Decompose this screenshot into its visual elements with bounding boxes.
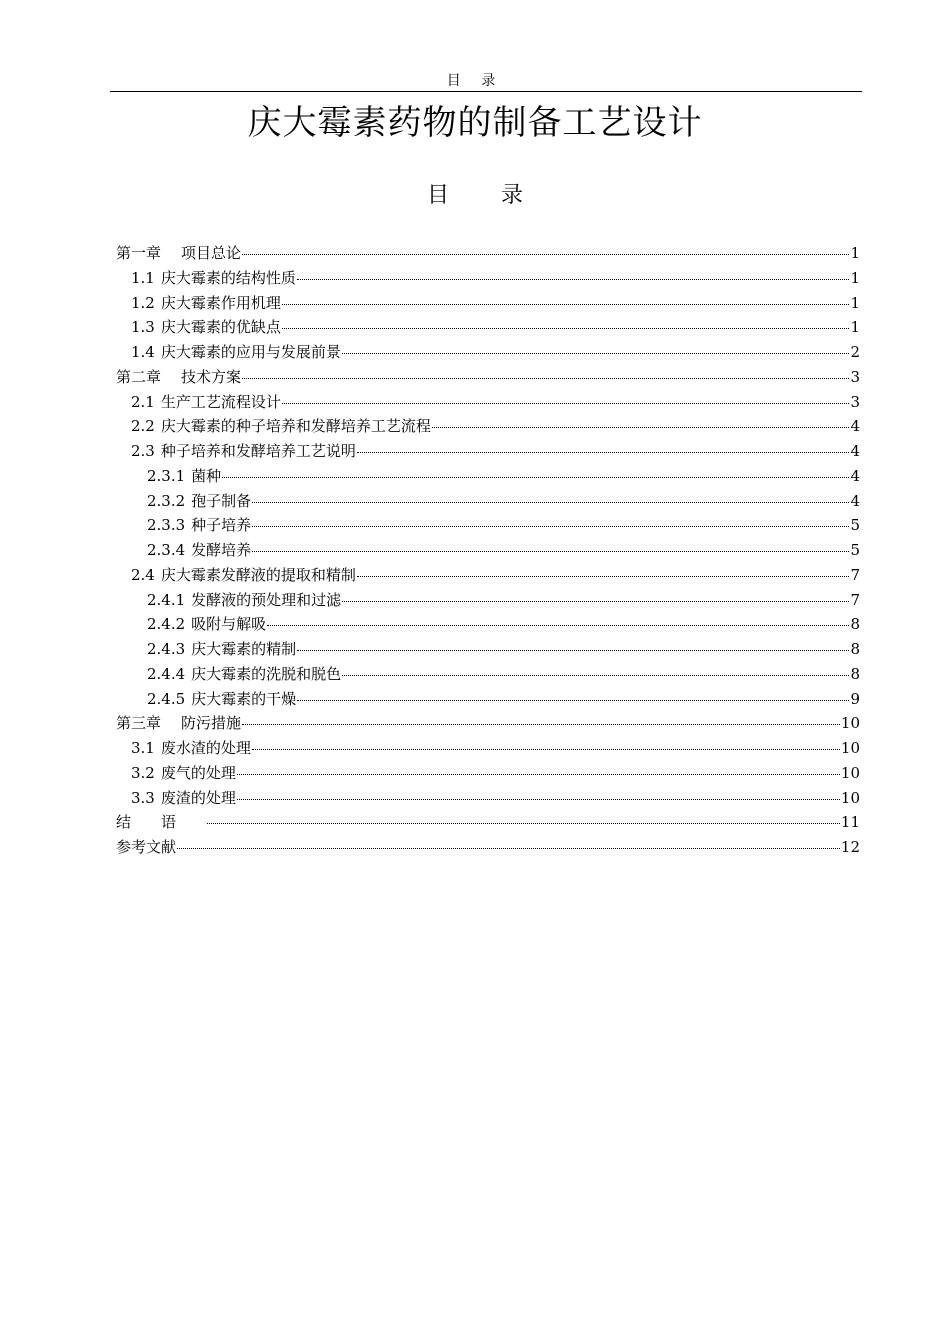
- toc-entry-label: 废气的处理: [160, 763, 236, 782]
- toc-dot-leader: [282, 303, 850, 305]
- toc-entry[interactable]: [116, 243, 860, 268]
- table-of-contents: [116, 243, 860, 862]
- toc-dot-leader: [342, 674, 849, 676]
- toc-entry-number: 1.3: [131, 318, 155, 337]
- toc-entry[interactable]: [116, 788, 860, 813]
- toc-entry-page: 10: [840, 739, 860, 757]
- toc-entry[interactable]: [116, 416, 860, 441]
- toc-dot-leader: [242, 253, 849, 255]
- toc-entry-number: 1.4: [131, 343, 155, 361]
- toc-entry[interactable]: [116, 639, 860, 664]
- toc-entry-label: 庆大霉素的精制: [191, 640, 297, 658]
- toc-entry[interactable]: [116, 392, 860, 417]
- toc-dot-leader: [222, 476, 849, 478]
- toc-dot-leader: [267, 624, 849, 626]
- toc-entry-number: 2.3.4: [147, 541, 186, 559]
- toc-entry-page: 1: [850, 244, 860, 262]
- toc-entry[interactable]: [116, 342, 860, 367]
- toc-entry-label: 项目总论: [181, 244, 242, 262]
- toc-dot-leader: [342, 600, 849, 602]
- toc-entry-label: 生产工艺流程设计: [160, 392, 281, 411]
- toc-dot-leader: [282, 402, 850, 404]
- toc-entry-page: 4: [850, 417, 860, 436]
- toc-entry-page: 1: [850, 318, 860, 337]
- toc-dot-leader: [177, 847, 840, 849]
- toc-entry-number: 1.2: [131, 293, 155, 312]
- toc-dot-leader: [282, 327, 850, 329]
- toc-entry-label: 废渣的处理: [160, 788, 236, 807]
- toc-entry-number: 第一章: [116, 244, 162, 262]
- toc-entry[interactable]: [116, 515, 860, 540]
- toc-dot-leader: [252, 550, 849, 552]
- header-rule: [110, 91, 862, 92]
- toc-entry-label: 废水渣的处理: [160, 739, 251, 757]
- toc-dot-leader: [252, 501, 849, 503]
- toc-entry[interactable]: [116, 540, 860, 565]
- toc-entry-number: 2.1: [131, 392, 155, 411]
- toc-entry-page: 4: [850, 442, 860, 460]
- toc-entry-page: 1: [850, 268, 860, 287]
- toc-entry-page: 8: [850, 640, 860, 658]
- toc-dot-leader: [297, 699, 849, 701]
- toc-entry-label: 庆大霉素的优缺点: [160, 318, 281, 337]
- toc-entry[interactable]: [116, 491, 860, 516]
- toc-entry-label: 种子培养和发酵培养工艺说明: [160, 442, 356, 460]
- toc-entry-label: 种子培养: [191, 516, 252, 535]
- toc-entry-number: 2.3.1: [147, 466, 186, 485]
- toc-entry-number: 2.4.3: [147, 640, 186, 658]
- toc-dot-leader: [432, 426, 850, 428]
- toc-entry[interactable]: [116, 367, 860, 392]
- toc-entry[interactable]: [116, 268, 860, 293]
- toc-entry[interactable]: [116, 293, 860, 318]
- running-header: 目 录: [446, 73, 504, 89]
- toc-entry-label: 发酵液的预处理和过滤: [191, 590, 342, 609]
- toc-entry-page: 10: [840, 788, 860, 807]
- toc-entry-number: 2.3: [131, 442, 155, 460]
- toc-entry-label: 庆大霉素的种子培养和发酵培养工艺流程: [160, 417, 431, 436]
- toc-entry-page: 11: [840, 813, 860, 832]
- toc-entry-label: 参考文献: [116, 838, 177, 856]
- toc-entry-number: 2.4.4: [147, 664, 186, 683]
- toc-entry[interactable]: [116, 812, 860, 837]
- toc-entry-number: 第二章: [116, 367, 162, 386]
- toc-entry-page: 8: [850, 664, 860, 683]
- toc-entry[interactable]: [116, 689, 860, 714]
- toc-entry-label: 庆大霉素的结构性质: [160, 268, 296, 287]
- toc-entry-number: 2.4.5: [147, 689, 186, 708]
- toc-entry-label: 防污措施: [181, 714, 242, 733]
- toc-entry-label: 菌种: [191, 466, 222, 485]
- toc-dot-leader: [237, 773, 840, 775]
- toc-entry-number: 2.4.1: [147, 590, 186, 609]
- document-title: 庆大霉素药物的制备工艺设计: [247, 103, 703, 143]
- toc-entry-label: 庆大霉素作用机理: [160, 293, 281, 312]
- toc-dot-leader: [242, 723, 840, 725]
- toc-dot-leader: [207, 822, 840, 824]
- toc-entry-number: 2.3.3: [147, 516, 186, 535]
- toc-entry-label: 庆大霉素的应用与发展前景: [160, 343, 341, 361]
- toc-dot-leader: [297, 278, 850, 280]
- toc-entry-number: 3.3: [131, 788, 155, 807]
- toc-entry[interactable]: [116, 713, 860, 738]
- toc-entry-page: 3: [850, 367, 860, 386]
- toc-entry[interactable]: [116, 317, 860, 342]
- toc-entry-number: 第三章: [116, 714, 162, 733]
- toc-dot-leader: [342, 352, 850, 354]
- toc-entry[interactable]: [116, 738, 860, 763]
- toc-entry-page: 4: [850, 466, 860, 485]
- toc-dot-leader: [252, 525, 849, 527]
- toc-entry-label: 庆大霉素发酵液的提取和精制: [160, 565, 356, 584]
- toc-entry[interactable]: [116, 590, 860, 615]
- toc-entry-label: 技术方案: [181, 367, 242, 386]
- toc-entry-page: 12: [840, 838, 860, 856]
- toc-entry-page: 3: [850, 392, 860, 411]
- toc-heading-char: 目: [426, 183, 449, 208]
- toc-dot-leader: [357, 575, 850, 577]
- toc-entry-number: 1.1: [131, 268, 155, 287]
- toc-entry-number: 2.4: [131, 565, 155, 584]
- toc-entry-page: 7: [850, 590, 860, 609]
- toc-entry-label: 孢子制备: [191, 491, 252, 510]
- toc-entry-page: 4: [850, 491, 860, 510]
- toc-entry-page: 9: [850, 689, 860, 708]
- toc-entry[interactable]: [116, 763, 860, 788]
- toc-entry-page: 8: [850, 615, 860, 634]
- toc-entry[interactable]: [116, 441, 860, 466]
- toc-heading-char: 录: [501, 183, 524, 208]
- toc-dot-leader: [252, 748, 840, 750]
- toc-entry-number: 3.1: [131, 739, 155, 757]
- toc-entry-number: 3.2: [131, 763, 155, 782]
- toc-entry[interactable]: [116, 664, 860, 689]
- toc-dot-leader: [237, 798, 840, 800]
- toc-entry-number: 2.4.2: [147, 615, 186, 634]
- toc-entry-label: 庆大霉素的洗脱和脱色: [191, 664, 342, 683]
- toc-entry-number: 2.2: [131, 417, 155, 436]
- toc-entry-number: 2.3.2: [147, 491, 186, 510]
- toc-dot-leader: [297, 649, 849, 651]
- toc-entry[interactable]: [116, 837, 860, 862]
- toc-entry-page: 2: [850, 343, 860, 361]
- toc-entry[interactable]: [116, 565, 860, 590]
- toc-entry[interactable]: [116, 466, 860, 491]
- toc-entry-label: 发酵培养: [191, 541, 252, 559]
- toc-heading: [0, 181, 950, 211]
- toc-entry-page: 10: [840, 714, 860, 733]
- toc-entry-label: 结语: [116, 813, 207, 832]
- toc-entry-page: 1: [850, 293, 860, 312]
- toc-entry-page: 7: [850, 565, 860, 584]
- toc-dot-leader: [357, 451, 850, 453]
- toc-entry[interactable]: [116, 614, 860, 639]
- toc-entry-page: 5: [850, 516, 860, 535]
- toc-entry-page: 5: [850, 541, 860, 559]
- toc-entry-page: 10: [840, 763, 860, 782]
- toc-entry-label: 庆大霉素的干燥: [191, 689, 297, 708]
- toc-entry-label: 吸附与解吸: [191, 615, 267, 634]
- toc-dot-leader: [242, 377, 849, 379]
